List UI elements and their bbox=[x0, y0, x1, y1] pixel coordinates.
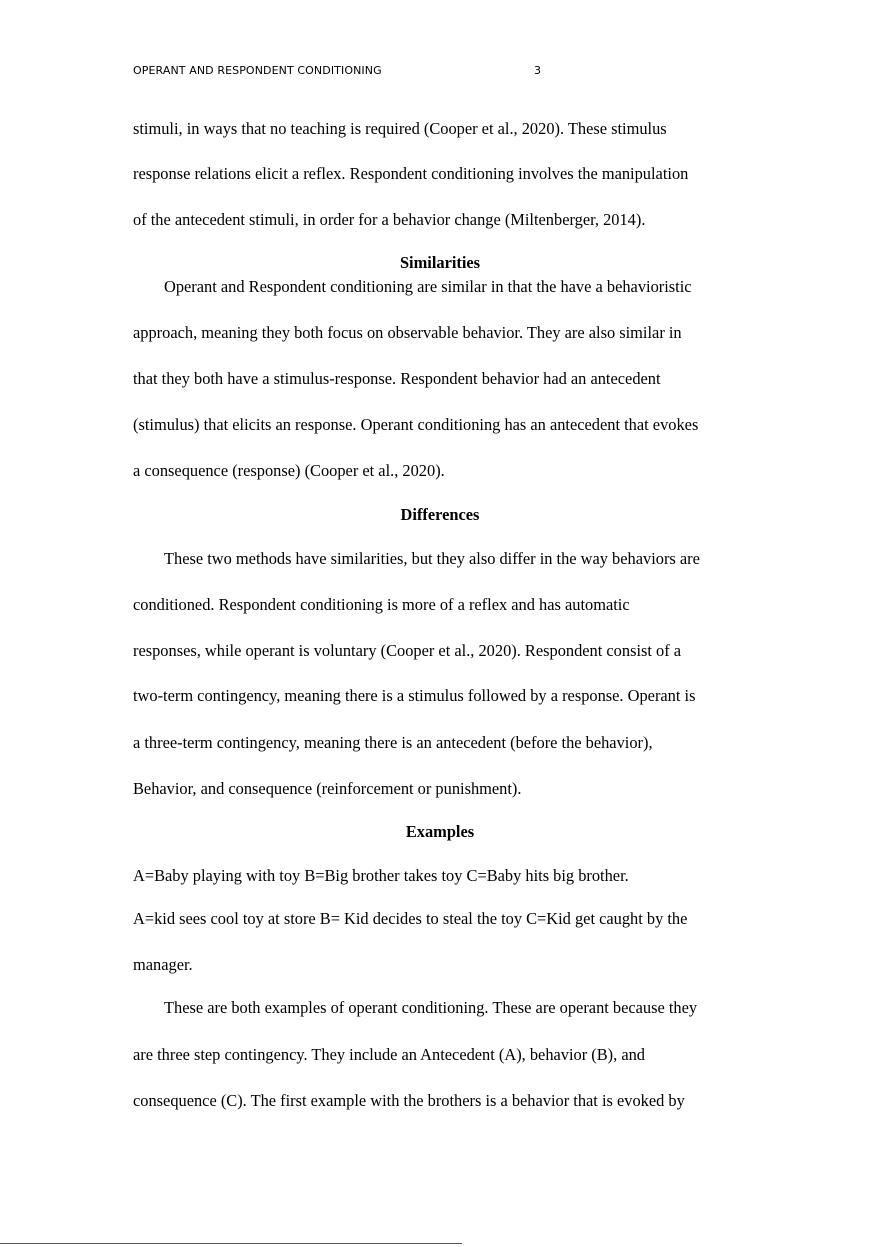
closing-line: consequence (C). The first example with the brothers is a behavior that is evoked by bbox=[133, 1091, 685, 1110]
closing-line: are three step contingency. They include an Antecedent (A), behavior (B), and bbox=[133, 1045, 646, 1064]
bottom-rule bbox=[0, 1243, 462, 1244]
page-number: 3 bbox=[534, 64, 542, 77]
similarities-line: approach, meaning they both focus on observable behavior. They are also similar in bbox=[133, 323, 682, 342]
section-heading-differences: Differences bbox=[400, 505, 480, 524]
intro-line: stimuli, in ways that no teaching is required (Cooper et al., 2020). These stimulus bbox=[133, 119, 667, 138]
closing-line: These are both examples of operant conditioning. These are operant because they bbox=[164, 998, 698, 1017]
similarities-line: a consequence (response) (Cooper et al., 2020). bbox=[133, 461, 445, 480]
differences-line: responses, while operant is voluntary (Cooper et al., 2020). Respondent consist of a bbox=[133, 641, 682, 660]
similarities-line: (stimulus) that elicits an response. Operant conditioning has an antecedent that evokes bbox=[133, 415, 699, 434]
section-heading-examples: Examples bbox=[405, 822, 475, 841]
example-line: manager. bbox=[133, 955, 193, 974]
similarities-line: Operant and Respondent conditioning are similar in that the have a behavioristic bbox=[164, 277, 692, 296]
differences-line: two-term contingency, meaning there is a stimulus followed by a response. Operant is bbox=[133, 686, 696, 705]
example-line: A=Baby playing with toy B=Big brother takes toy C=Baby hits big brother. bbox=[133, 866, 629, 885]
running-head: OPERANT AND RESPONDENT CONDITIONING bbox=[133, 64, 382, 77]
example-line: A=kid sees cool toy at store B= Kid decides to steal the toy C=Kid get caught by the bbox=[133, 909, 688, 928]
section-heading-similarities: Similarities bbox=[399, 253, 481, 272]
differences-line: These two methods have similarities, but they also differ in the way behaviors are bbox=[164, 549, 700, 568]
differences-line: a three-term contingency, meaning there is an antecedent (before the behavior), bbox=[133, 733, 653, 752]
intro-line: response relations elicit a reflex. Respondent conditioning involves the manipulation bbox=[133, 164, 689, 183]
differences-line: conditioned. Respondent conditioning is more of a reflex and has automatic bbox=[133, 595, 630, 614]
differences-line: Behavior, and consequence (reinforcement or punishment). bbox=[133, 779, 522, 798]
intro-line: of the antecedent stimuli, in order for a behavior change (Miltenberger, 2014). bbox=[133, 210, 646, 229]
similarities-line: that they both have a stimulus-response. Respondent behavior had an antecedent bbox=[133, 369, 661, 388]
